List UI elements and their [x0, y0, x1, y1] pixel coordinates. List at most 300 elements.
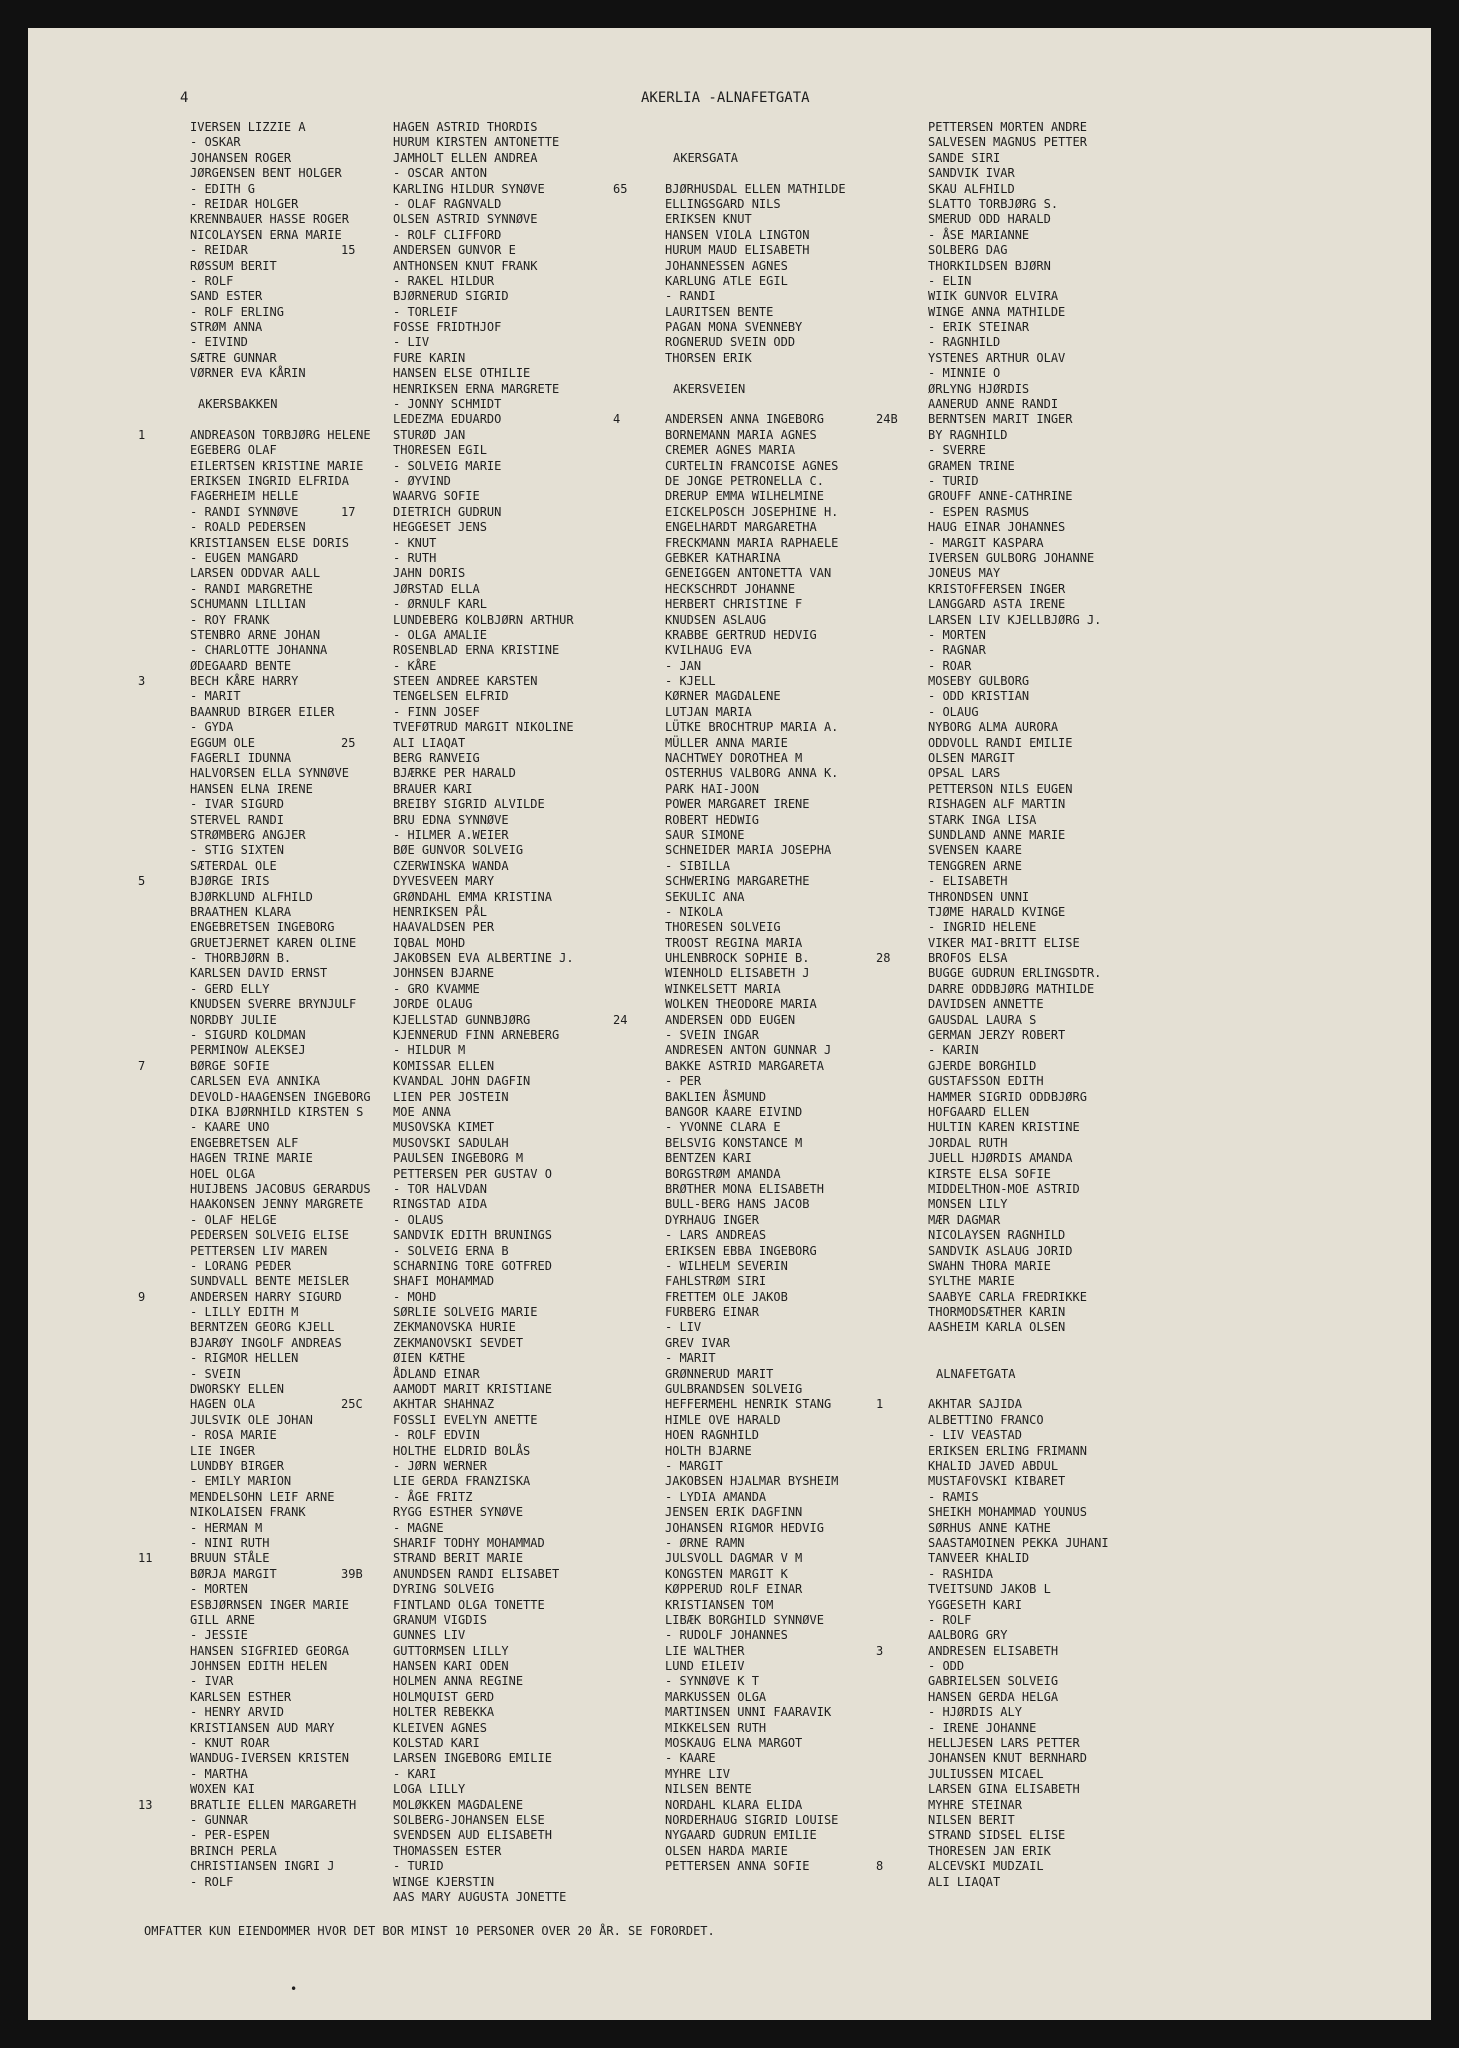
resident-entry: [876, 1136, 1306, 1151]
resident-name: - ESPEN RASMUS: [928, 504, 1030, 519]
footer-mark: •: [290, 1982, 298, 1996]
resident-name: BJARØY INGOLF ANDREAS: [190, 1335, 342, 1350]
resident-name: LUNDBY BIRGER: [190, 1458, 284, 1473]
resident-name: BØRGE SOFIE: [190, 1058, 270, 1073]
resident-name: ANDERSEN HARRY SIGURD: [190, 1289, 342, 1304]
resident-name: STRAND SIDSEL ELISE: [928, 1828, 1066, 1843]
resident-name: - JØRN WERNER: [393, 1458, 487, 1473]
resident-name: MONSEN LILY: [928, 1197, 1008, 1212]
resident-name: HOEN RAGNHILD: [665, 1428, 759, 1443]
resident-name: - THORBJØRN B.: [190, 951, 292, 966]
resident-entry: [876, 613, 1306, 628]
spacer: [876, 1351, 1306, 1366]
resident-name: EGGUM OLE: [190, 735, 256, 750]
resident-name: NIKOLAISEN FRANK: [190, 1505, 306, 1520]
resident-name: - GERD ELLY: [190, 981, 270, 996]
resident-name: RØSSUM BERIT: [190, 258, 277, 273]
resident-name: BORGSTRØM AMANDA: [665, 1166, 781, 1181]
resident-name: BAKKE ASTRID MARGARETA: [665, 1058, 824, 1073]
resident-name: - KAARE: [665, 1751, 716, 1766]
resident-name: CURTELIN FRANCOISE AGNES: [665, 458, 839, 473]
resident-entry: [341, 1875, 671, 1890]
resident-name: PARK HAI-JOON: [665, 781, 759, 796]
resident-name: JULIUSSEN MICAEL: [928, 1766, 1044, 1781]
resident-name: BERNTZEN GEORG KJELL: [190, 1320, 335, 1335]
resident-entry: [876, 305, 1306, 320]
resident-name: ELLINGSGARD NILS: [665, 196, 781, 211]
resident-name: GRAMEN TRINE: [928, 458, 1015, 473]
resident-name: HOLTHE ELDRID BOLÅS: [393, 1443, 531, 1458]
resident-name: MARKUSSEN OLGA: [665, 1689, 767, 1704]
resident-name: SOLBERG DAG: [928, 243, 1008, 258]
resident-name: NORDBY JULIE: [190, 1012, 277, 1027]
resident-name: BERG RANVEIG: [393, 751, 480, 766]
resident-name: ZEKMANOVSKA HURIE: [393, 1320, 516, 1335]
resident-name: - CHARLOTTE JOHANNA: [190, 643, 328, 658]
resident-name: HUIJBENS JACOBUS GERARDUS: [190, 1181, 371, 1196]
resident-name: JOHANSEN ROGER: [190, 150, 292, 165]
resident-name: BØE GUNVOR SOLVEIG: [393, 843, 524, 858]
resident-name: SMERUD ODD HARALD: [928, 212, 1051, 227]
resident-name: - RANDI SYNNØVE: [190, 504, 299, 519]
resident-name: - HERMAN M: [190, 1520, 263, 1535]
resident-name: KARLING HILDUR SYNØVE: [393, 181, 545, 196]
resident-name: DYRING SOLVEIG: [393, 1582, 495, 1597]
resident-name: AANERUD ANNE RANDI: [928, 397, 1059, 412]
resident-entry: [876, 412, 1306, 427]
resident-name: - OLGA AMALIE: [393, 627, 487, 642]
resident-name: KRISTIANSEN ELSE DORIS: [190, 535, 349, 550]
resident-name: JULSVOLL DAGMAR V M: [665, 1551, 803, 1566]
resident-name: SCHNEIDER MARIA JOSEPHA: [665, 843, 832, 858]
resident-name: - MARGIT: [665, 1458, 723, 1473]
resident-name: MÆR DAGMAR: [928, 1212, 1001, 1227]
resident-entry: [876, 243, 1306, 258]
resident-entry: [876, 366, 1306, 381]
footer-note: OMFATTER KUN EIENDOMMER HVOR DET BOR MINST 10 PERSONER OVER 20 ÅR. SE FORORDET.: [144, 1924, 715, 1938]
resident-name: MOLØKKEN MAGDALENE: [393, 1797, 524, 1812]
resident-entry: [876, 643, 1306, 658]
house-number: 9: [138, 1289, 146, 1304]
resident-name: BELSVIG KONSTANCE M: [665, 1135, 803, 1150]
resident-name: KVILHAUG EVA: [665, 643, 752, 658]
resident-name: LAURITSEN BENTE: [665, 304, 774, 319]
resident-entry: [876, 720, 1306, 735]
resident-name: FOSSLI EVELYN ANETTE: [393, 1412, 538, 1427]
resident-name: DIKA BJØRNHILD KIRSTEN S: [190, 1105, 364, 1119]
resident-entry: [876, 1397, 1306, 1412]
resident-name: BRAATHEN KLARA: [190, 904, 292, 919]
resident-entry: [876, 1028, 1306, 1043]
resident-name: ANTHONSEN KNUT FRANK: [393, 258, 538, 273]
resident-name: DYRHAUG INGER: [665, 1212, 759, 1227]
resident-entry: [876, 274, 1306, 289]
resident-name: NICOLAYSEN ERNA MARIE: [190, 227, 342, 242]
resident-name: NACHTWEY DOROTHEA M: [665, 751, 803, 766]
resident-entry: [876, 397, 1306, 412]
resident-name: HAUG EINAR JOHANNES: [928, 520, 1066, 535]
resident-name: - KJELL: [665, 674, 716, 689]
resident-name: JORDE OLAUG: [393, 997, 473, 1012]
resident-name: ODDVOLL RANDI EMILIE: [928, 735, 1073, 750]
street-heading: AKERSGATA: [673, 150, 739, 165]
resident-name: HOEL OLGA: [190, 1166, 256, 1181]
resident-entry: [876, 1798, 1306, 1813]
resident-name: KVANDAL JOHN DAGFIN: [393, 1074, 531, 1089]
resident-name: KRISTIANSEN AUD MARY: [190, 1720, 335, 1735]
page-number: 4: [180, 90, 189, 106]
resident-name: WINKELSETT MARIA: [665, 981, 781, 996]
resident-name: MUSOVSKA KIMET: [393, 1120, 495, 1135]
resident-entry: [876, 659, 1306, 674]
resident-name: - GUNNAR: [190, 1812, 248, 1827]
resident-name: HECKSCHRDT JOHANNE: [665, 581, 796, 596]
resident-name: ALI LIAQAT: [393, 735, 466, 750]
resident-name: SØRHUS ANNE KATHE: [928, 1520, 1051, 1535]
resident-name: - JESSIE: [190, 1628, 248, 1643]
resident-name: ERIKSEN INGRID ELFRIDA: [190, 473, 349, 488]
resident-name: - ÅGE FRITZ: [393, 1489, 473, 1504]
resident-name: MÜLLER ANNA MARIE: [665, 735, 788, 750]
resident-entry: [876, 1705, 1306, 1720]
resident-name: - ÅSE MARIANNE: [928, 227, 1030, 242]
resident-name: LIBÆK BORGHILD SYNNØVE: [665, 1612, 824, 1627]
resident-entry: [876, 797, 1306, 812]
resident-name: JØRGENSEN BENT HOLGER: [190, 166, 342, 181]
resident-entry: [876, 1013, 1306, 1028]
resident-name: SVENSEN KAARE: [928, 843, 1022, 858]
resident-name: - HJØRDIS ALY: [928, 1705, 1022, 1720]
resident-name: SAUR SIMONE: [665, 827, 745, 842]
house-number: 17: [341, 504, 356, 519]
resident-name: GRØNNERUD MARIT: [665, 1366, 774, 1381]
resident-entry: [876, 843, 1306, 858]
resident-name: MIKKELSEN RUTH: [665, 1720, 767, 1735]
resident-name: BJØRNERUD SIGRID: [393, 289, 509, 304]
resident-name: BJØRHUSDAL ELLEN MATHILDE: [665, 181, 846, 196]
resident-name: - RAMIS: [928, 1489, 979, 1504]
resident-name: - WILHELM SEVERIN: [665, 1258, 788, 1273]
resident-name: BECH KÅRE HARRY: [190, 674, 299, 689]
resident-entry: [876, 1228, 1306, 1243]
resident-entry: [876, 628, 1306, 643]
resident-name: KØRNER MAGDALENE: [665, 689, 781, 704]
resident-name: TANVEER KHALID: [928, 1551, 1030, 1566]
resident-name: - SVEIN: [190, 1366, 241, 1381]
resident-entry: [876, 951, 1306, 966]
resident-name: HURUM KIRSTEN ANTONETTE: [393, 135, 560, 150]
resident-name: BJØRGE IRIS: [190, 874, 270, 889]
resident-name: CHRISTIANSEN INGRI J: [190, 1859, 335, 1874]
house-number: 24B: [876, 412, 898, 427]
resident-name: HANSEN ELSE OTHILIE: [393, 366, 531, 381]
resident-name: JAKOBSEN HJALMAR BYSHEIM: [665, 1474, 839, 1489]
directory-column-4: [876, 120, 1306, 1890]
resident-name: ANDERSEN ANNA INGEBORG: [665, 412, 824, 427]
resident-name: KOLSTAD KARI: [393, 1736, 480, 1751]
resident-entry: [876, 1290, 1306, 1305]
resident-name: KJENNERUD FINN ARNEBERG: [393, 1028, 560, 1043]
resident-name: YSTENES ARTHUR OLAV: [928, 350, 1066, 365]
resident-name: THORSEN ERIK: [665, 350, 752, 365]
resident-entry: [876, 505, 1306, 520]
resident-entry: [876, 1197, 1306, 1212]
resident-name: - OLAF RAGNVALD: [393, 196, 502, 211]
resident-entry: [876, 1521, 1306, 1536]
resident-entry: [876, 1151, 1306, 1166]
resident-name: KONGSTEN MARGIT K: [665, 1566, 788, 1581]
resident-name: OLSEN ASTRID SYNNØVE: [393, 212, 538, 227]
resident-name: FURE KARIN: [393, 350, 466, 365]
resident-name: SCHARNING TORE GOTFRED: [393, 1258, 552, 1273]
resident-name: OLSEN HARDA MARIE: [665, 1843, 788, 1858]
resident-name: OLSEN MARGIT: [928, 751, 1015, 766]
resident-name: - OSCAR ANTON: [393, 166, 487, 181]
resident-entry: [876, 212, 1306, 227]
resident-name: ALBETTINO FRANCO: [928, 1412, 1044, 1427]
street-heading: AKERSBAKKEN: [198, 397, 278, 412]
resident-name: TROOST REGINA MARIA: [665, 935, 803, 950]
resident-entry: [876, 1444, 1306, 1459]
resident-name: - JAN: [665, 658, 702, 673]
resident-name: GJERDE BORGHILD: [928, 1058, 1037, 1073]
resident-name: HEFFERMEHL HENRIK STANG: [665, 1397, 832, 1412]
resident-name: HOLMQUIST GERD: [393, 1689, 495, 1704]
resident-entry: [876, 489, 1306, 504]
resident-name: TENGGREN ARNE: [928, 858, 1022, 873]
resident-name: MYHRE STEINAR: [928, 1797, 1022, 1812]
resident-name: PETTERSEN ANNA SOFIE: [665, 1859, 810, 1874]
resident-entry: [876, 828, 1306, 843]
resident-name: - TURID: [393, 1859, 444, 1874]
resident-name: RYGG ESTHER SYNØVE: [393, 1505, 524, 1520]
resident-name: HEGGESET JENS: [393, 520, 487, 535]
resident-name: - RANDI: [665, 289, 716, 304]
resident-name: LARSEN INGEBORG EMILIE: [393, 1751, 552, 1766]
resident-name: SANDVIK ASLAUG JORID: [928, 1243, 1073, 1258]
resident-name: - KNUT: [393, 535, 437, 550]
resident-name: HANSEN VIOLA LINGTON: [665, 227, 810, 242]
resident-name: ERIKSEN KNUT: [665, 212, 752, 227]
resident-name: - YVONNE CLARA E: [665, 1120, 781, 1135]
resident-name: GERMAN JERZY ROBERT: [928, 1028, 1066, 1043]
house-number: 1: [138, 427, 146, 442]
resident-name: SWAHN THORA MARIE: [928, 1258, 1051, 1273]
resident-name: - JONNY SCHMIDT: [393, 397, 502, 412]
resident-entry: [876, 1582, 1306, 1597]
resident-name: ANDREASON TORBJØRG HELENE: [190, 427, 371, 442]
resident-entry: [876, 474, 1306, 489]
resident-name: MYHRE LIV: [665, 1766, 731, 1781]
resident-name: HAAKONSEN JENNY MARGRETE: [190, 1197, 364, 1212]
resident-name: PETTERSEN MORTEN ANDRE: [928, 120, 1087, 134]
resident-name: WAARVG SOFIE: [393, 489, 480, 504]
resident-name: - HENRY ARVID: [190, 1705, 284, 1720]
resident-name: SANDE SIRI: [928, 150, 1001, 165]
resident-name: - NINI RUTH: [190, 1535, 270, 1550]
resident-name: GILL ARNE: [190, 1612, 256, 1627]
resident-name: FRECKMANN MARIA RAPHAELE: [665, 535, 839, 550]
resident-name: KJELLSTAD GUNNBJØRG: [393, 1012, 531, 1027]
resident-entry: [876, 674, 1306, 689]
resident-name: IVERSEN LIZZIE A: [190, 120, 306, 134]
resident-name: JORDAL RUTH: [928, 1135, 1008, 1150]
resident-name: LIE GERDA FRANZISKA: [393, 1474, 531, 1489]
resident-entry: [876, 1751, 1306, 1766]
resident-name: NILSEN BERIT: [928, 1812, 1015, 1827]
house-number: 8: [876, 1859, 884, 1874]
house-number: 25C: [341, 1397, 363, 1412]
resident-name: AKHTAR SAJIDA: [928, 1397, 1022, 1412]
resident-entry: [876, 705, 1306, 720]
resident-name: SCHWERING MARGARETHE: [665, 874, 810, 889]
resident-name: KØPPERUD ROLF EINAR: [665, 1582, 803, 1597]
resident-name: GUSTAFSSON EDITH: [928, 1074, 1044, 1089]
resident-entry: [876, 1875, 1306, 1890]
resident-name: LIE WALTHER: [665, 1643, 745, 1658]
house-number: 1: [876, 1397, 884, 1412]
resident-name: BERNTSEN MARIT INGER: [928, 412, 1073, 427]
resident-name: KIRSTE ELSA SOFIE: [928, 1166, 1051, 1181]
resident-entry: [876, 197, 1306, 212]
resident-name: SAND ESTER: [190, 289, 263, 304]
resident-name: BANGOR KAARE EIVIND: [665, 1105, 803, 1119]
resident-entry: [876, 813, 1306, 828]
resident-name: DWORSKY ELLEN: [190, 1382, 284, 1397]
resident-name: JOHNSEN BJARNE: [393, 966, 495, 981]
resident-name: ANDRESEN ANTON GUNNAR J: [665, 1043, 832, 1058]
resident-name: HOFGAARD ELLEN: [928, 1105, 1030, 1119]
resident-entry: [876, 859, 1306, 874]
resident-name: HULTIN KAREN KRISTINE: [928, 1120, 1080, 1135]
resident-entry: [876, 335, 1306, 350]
resident-name: - OLAF HELGE: [190, 1212, 277, 1227]
resident-name: ANDERSEN ODD EUGEN: [665, 1012, 796, 1027]
resident-name: TENGELSEN ELFRID: [393, 689, 509, 704]
directory-page: [28, 28, 1431, 2020]
resident-name: - FINN JOSEF: [393, 704, 480, 719]
resident-name: - GYDA: [190, 720, 234, 735]
resident-name: BJÆRKE PER HARALD: [393, 766, 516, 781]
resident-name: JØRSTAD ELLA: [393, 581, 480, 596]
resident-name: ØIEN KÆTHE: [393, 1351, 466, 1366]
resident-entry: [876, 1074, 1306, 1089]
resident-entry: [876, 182, 1306, 197]
house-number: 4: [613, 412, 621, 427]
resident-name: - OLAUG: [928, 704, 979, 719]
resident-entry: [876, 1859, 1306, 1874]
resident-name: DIETRICH GUDRUN: [393, 504, 502, 519]
resident-name: MUSTAFOVSKI KIBARET: [928, 1474, 1066, 1489]
resident-name: - LILLY EDITH M: [190, 1305, 299, 1320]
resident-name: NORDERHAUG SIGRID LOUISE: [665, 1812, 839, 1827]
resident-name: CZERWINSKA WANDA: [393, 858, 509, 873]
resident-name: - ROAR: [928, 658, 972, 673]
resident-name: SCHUMANN LILLIAN: [190, 597, 306, 612]
resident-name: SEKULIC ANA: [665, 889, 745, 904]
resident-name: - KARIN: [928, 1043, 979, 1058]
resident-name: RINGSTAD AIDA: [393, 1197, 487, 1212]
resident-name: MENDELSOHN LEIF ARNE: [190, 1489, 335, 1504]
resident-name: MUSOVSKI SADULAH: [393, 1135, 509, 1150]
resident-name: TVEFØTRUD MARGIT NIKOLINE: [393, 720, 574, 735]
resident-entry: [876, 1259, 1306, 1274]
street-heading: ALNAFETGATA: [936, 1366, 1016, 1381]
resident-name: ANUNDSEN RANDI ELISABET: [393, 1566, 560, 1581]
resident-entry: [876, 1813, 1306, 1828]
resident-name: BY RAGNHILD: [928, 427, 1008, 442]
resident-name: KNUDSEN ASLAUG: [665, 612, 767, 627]
house-number: 25: [341, 735, 356, 750]
resident-name: LARSEN LIV KJELLBJØRG J.: [928, 612, 1102, 627]
resident-name: - ØYVIND: [393, 473, 451, 488]
resident-name: - ROLF CLIFFORD: [393, 227, 502, 242]
resident-name: - RIGMOR HELLEN: [190, 1351, 299, 1366]
resident-name: PAULSEN INGEBORG M: [393, 1151, 524, 1166]
resident-name: KRENNBAUER HASSE ROGER: [190, 212, 349, 227]
resident-entry: [876, 966, 1306, 981]
resident-name: FINTLAND OLGA TONETTE: [393, 1597, 545, 1612]
resident-name: BRU EDNA SYNNØVE: [393, 812, 509, 827]
resident-name: UHLENBROCK SOPHIE B.: [665, 951, 810, 966]
resident-name: HIMLE OVE HARALD: [665, 1412, 781, 1427]
resident-name: NILSEN BENTE: [665, 1782, 752, 1797]
resident-name: - REIDAR: [190, 243, 248, 258]
resident-name: WANDUG-IVERSEN KRISTEN: [190, 1751, 349, 1766]
resident-name: HANSEN GERDA HELGA: [928, 1689, 1059, 1704]
resident-name: JAHN DORIS: [393, 566, 466, 581]
resident-name: - STIG SIXTEN: [190, 843, 284, 858]
resident-entry: [876, 289, 1306, 304]
resident-name: ROSENBLAD ERNA KRISTINE: [393, 643, 560, 658]
resident-entry: [876, 1767, 1306, 1782]
resident-name: RISHAGEN ALF MARTIN: [928, 797, 1066, 812]
resident-name: KHALID JAVED ABDUL: [928, 1458, 1059, 1473]
resident-entry: [876, 1844, 1306, 1859]
resident-name: FAGERLI IDUNNA: [190, 751, 292, 766]
resident-name: GRANUM VIGDIS: [393, 1612, 487, 1627]
resident-name: BAKLIEN ÅSMUND: [665, 1089, 767, 1104]
resident-name: KNUDSEN SVERRE BRYNJULF: [190, 997, 357, 1012]
resident-name: - RUDOLF JOHANNES: [665, 1628, 788, 1643]
resident-name: GUTTORMSEN LILLY: [393, 1643, 509, 1658]
resident-name: - IRENE JOHANNE: [928, 1720, 1037, 1735]
resident-entry: [876, 782, 1306, 797]
resident-name: JAMHOLT ELLEN ANDREA: [393, 150, 538, 165]
resident-name: STARK INGA LISA: [928, 812, 1037, 827]
resident-name: - EDITH G: [190, 181, 256, 196]
resident-name: NYBORG ALMA AURORA: [928, 720, 1059, 735]
resident-name: - RAGNHILD: [928, 335, 1001, 350]
resident-name: - PER: [665, 1074, 702, 1089]
resident-name: BAANRUD BIRGER EILER: [190, 704, 335, 719]
resident-name: DYVESVEEN MARY: [393, 874, 495, 889]
resident-name: PETTERSON NILS EUGEN: [928, 781, 1073, 796]
resident-name: EICKELPOSCH JOSEPHINE H.: [665, 504, 839, 519]
resident-name: LARSEN ODDVAR AALL: [190, 566, 321, 581]
resident-name: BUGGE GUDRUN ERLINGSDTR.: [928, 966, 1102, 981]
resident-name: BJØRKLUND ALFHILD: [190, 889, 313, 904]
resident-name: ERIKSEN ERLING FRIMANN: [928, 1443, 1087, 1458]
resident-entry: [876, 1736, 1306, 1751]
house-number: 28: [876, 951, 891, 966]
resident-name: AAMODT MARIT KRISTIANE: [393, 1382, 552, 1397]
resident-name: STRØM ANNA: [190, 320, 263, 335]
resident-entry: [876, 1428, 1306, 1443]
resident-name: KARLUNG ATLE EGIL: [665, 273, 788, 288]
resident-name: FAGERHEIM HELLE: [190, 489, 299, 504]
resident-name: WOLKEN THEODORE MARIA: [665, 997, 817, 1012]
